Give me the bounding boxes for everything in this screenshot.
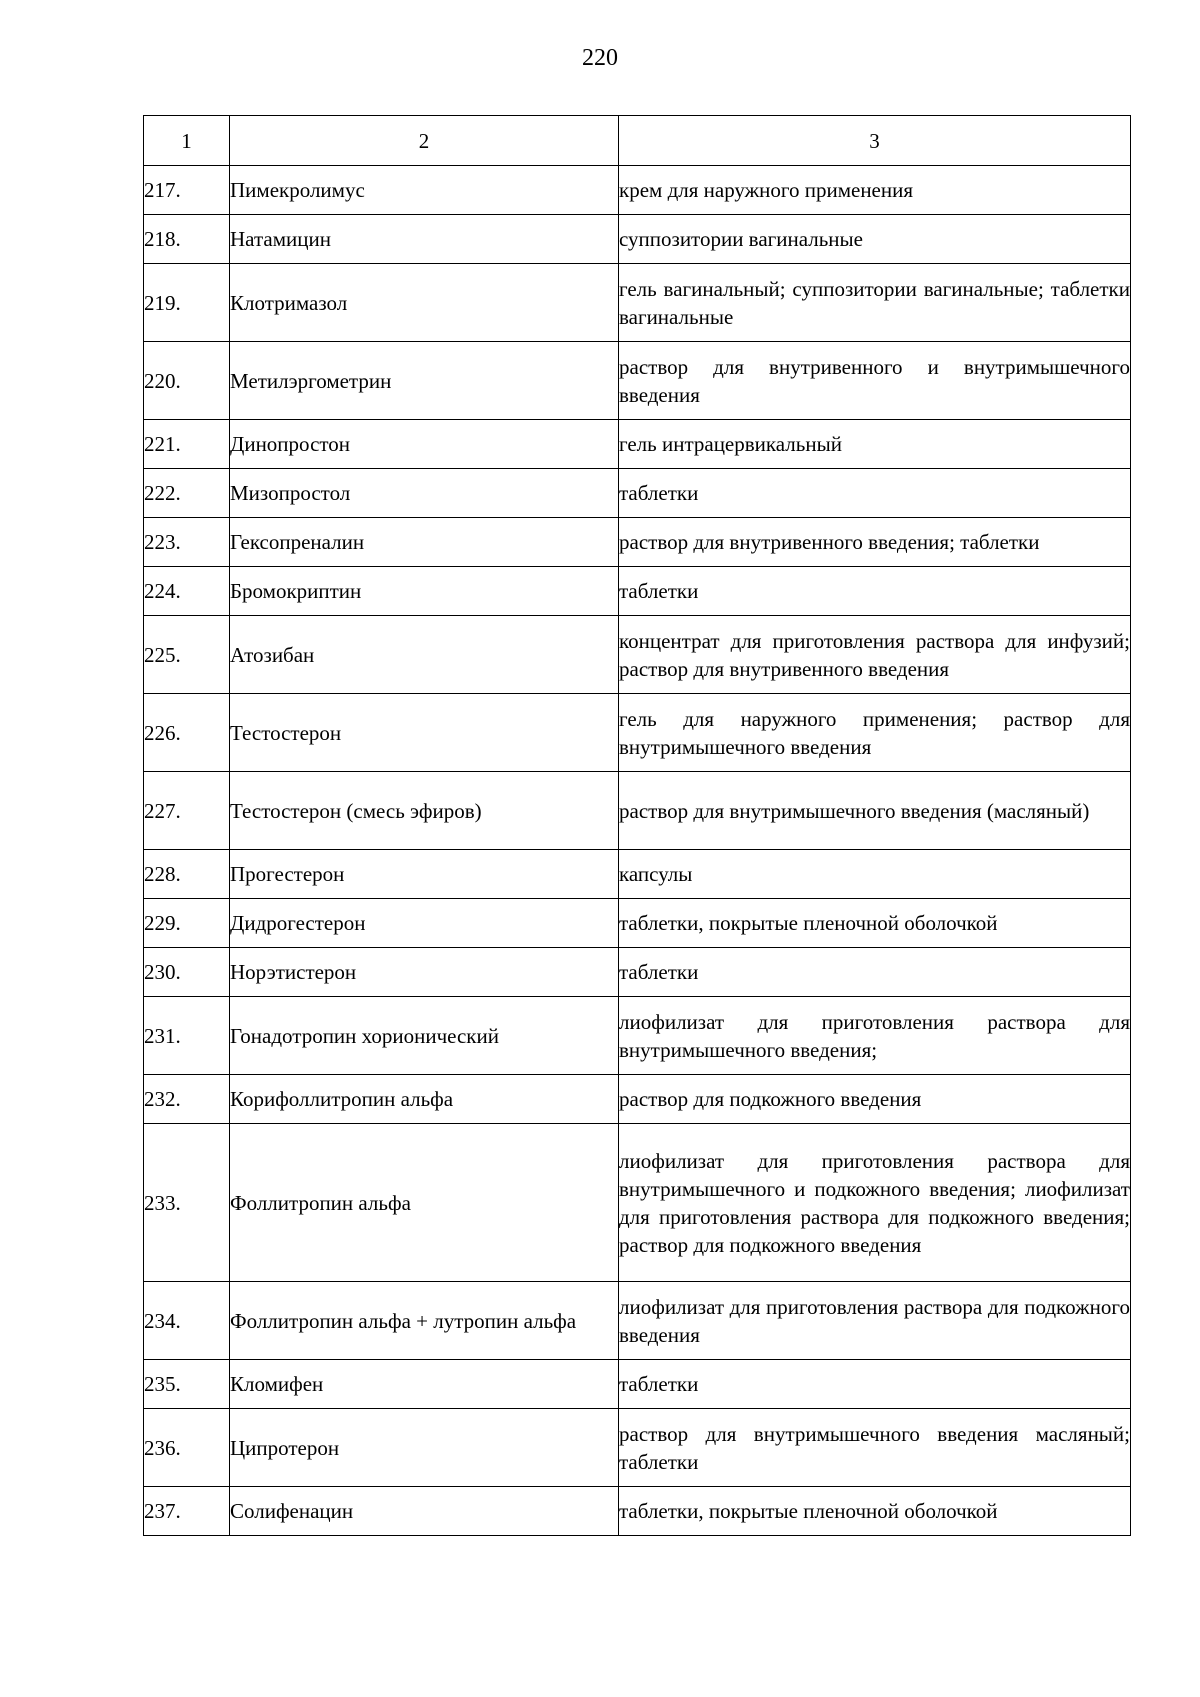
table-row [144,772,1131,850]
drug-name [230,997,619,1075]
row-number: 235. [144,1360,230,1409]
drug-name-text: Гексопреналин [230,530,365,554]
drug-name-text: Атозибан [230,642,315,667]
row-number: 233. [144,1124,230,1282]
dosage-form [619,518,1131,567]
dosage-form [619,567,1131,616]
table-row [144,1075,1131,1124]
row-number: 237. [144,1487,230,1536]
table-row [144,694,1131,772]
drug-name-text: Тестостерон (смесь эфиров) [230,798,482,823]
row-number: 225. [144,616,230,694]
drug-name [230,616,619,694]
table-row [144,342,1131,420]
dosage-form [619,1409,1131,1487]
dosage-form-text: раствор для внутривенного введения; таблетки [619,530,1040,554]
drug-name [230,772,619,850]
dosage-form-text: раствор для внутримышечного введения (масляный) [619,798,1090,823]
drug-name [230,948,619,997]
dosage-form [619,166,1131,215]
row-number: 236. [144,1409,230,1487]
row-number: 228. [144,850,230,899]
drug-name [230,166,619,215]
dosage-form [619,1282,1131,1360]
drug-name-text: Фоллитропин альфа + лутропин альфа [230,1308,577,1333]
dosage-form-text: таблетки, покрытые пленочной оболочкой [619,1499,998,1523]
table-row [144,899,1131,948]
dosage-form [619,264,1131,342]
dosage-form [619,1360,1131,1409]
drug-name-text: Ципротерон [230,1435,340,1460]
drug-name-text: Корифоллитропин альфа [230,1087,454,1111]
dosage-form-text: раствор для внутримышечного введения масляный; таблетки [619,1421,1130,1474]
dosage-form [619,1124,1131,1282]
table-row [144,469,1131,518]
row-number: 221. [144,420,230,469]
drug-name-text: Норэтистерон [230,960,357,984]
dosage-form [619,342,1131,420]
dosage-form-text: гель вагинальный; суппозитории вагинальные; таблетки вагинальные [619,276,1130,329]
drug-name-text: Дидрогестерон [230,911,366,935]
drug-name-text: Клотримазол [230,290,348,315]
drug-name-text: Бромокриптин [230,579,362,603]
table-row [144,264,1131,342]
row-number: 229. [144,899,230,948]
drug-name [230,1075,619,1124]
drug-name-text: Метилэргометрин [230,368,392,393]
dosage-form [619,850,1131,899]
drug-name [230,1487,619,1536]
dosage-form [619,1075,1131,1124]
drug-name [230,850,619,899]
table-row [144,166,1131,215]
table-row [144,1409,1131,1487]
drug-name-text: Натамицин [230,227,331,251]
dosage-form-text: лиофилизат для приготовления раствора для внутримышечного введения; [619,1009,1130,1062]
column-header-3: 3 [619,116,1131,166]
drug-name [230,420,619,469]
drug-name [230,1409,619,1487]
dosage-form [619,469,1131,518]
row-number: 224. [144,567,230,616]
drug-name-text: Динопростон [230,432,351,456]
column-header-2: 2 [230,116,619,166]
row-number: 219. [144,264,230,342]
row-number: 230. [144,948,230,997]
drug-name [230,264,619,342]
dosage-form-text: лиофилизат для приготовления раствора для внутримышечного и подкожного введения; лиофилизат для приготовления раствора для подкожного введения; раствор для подкожного введения [619,1148,1130,1257]
dosage-form-text: капсулы [619,862,693,886]
column-header-1: 1 [144,116,230,166]
table-header-row [144,116,1131,166]
dosage-form-text: концентрат для приготовления раствора для инфузий; раствор для внутривенного введения [619,628,1130,681]
table-row [144,997,1131,1075]
dosage-form-text: таблетки [619,579,699,603]
dosage-form [619,948,1131,997]
row-number: 227. [144,772,230,850]
dosage-form [619,772,1131,850]
drug-name-text: Мизопростол [230,481,351,505]
dosage-form-text: таблетки [619,960,699,984]
drug-name [230,567,619,616]
row-number: 234. [144,1282,230,1360]
drug-name-text: Тестостерон [230,720,342,745]
row-number: 220. [144,342,230,420]
table-row [144,1360,1131,1409]
row-number: 217. [144,166,230,215]
drug-name-text: Кломифен [230,1372,324,1396]
dosage-form-text: лиофилизат для приготовления раствора для подкожного введения [619,1294,1130,1347]
drug-name [230,899,619,948]
dosage-form-text: раствор для подкожного введения [619,1087,922,1111]
dosage-form-text: гель интрацервикальный [619,432,842,456]
dosage-form-text: таблетки [619,481,699,505]
dosage-form [619,215,1131,264]
table-row [144,616,1131,694]
dosage-form [619,616,1131,694]
dosage-form [619,1487,1131,1536]
drug-name [230,1360,619,1409]
drug-name-text: Солифенацин [230,1499,354,1523]
drug-name [230,215,619,264]
table-row [144,518,1131,567]
dosage-form-text: суппозитории вагинальные [619,227,863,251]
dosage-form [619,420,1131,469]
row-number: 226. [144,694,230,772]
dosage-form [619,899,1131,948]
dosage-form-text: раствор для внутривенного и внутримышечного введения [619,354,1130,407]
table-row [144,1124,1131,1282]
table-row [144,420,1131,469]
row-number: 232. [144,1075,230,1124]
table-row [144,850,1131,899]
dosage-form [619,997,1131,1075]
dosage-form-text: таблетки, покрытые пленочной оболочкой [619,911,998,935]
dosage-form-text: гель для наружного применения; раствор для внутримышечного введения [619,706,1130,759]
drug-name-text: Гонадотропин хорионический [230,1023,499,1048]
row-number: 223. [144,518,230,567]
row-number: 218. [144,215,230,264]
row-number: 231. [144,997,230,1075]
drug-table [143,115,1131,1536]
table-body [144,166,1131,1536]
table-row [144,1487,1131,1536]
drug-name-text: Пимекролимус [230,178,365,202]
table-row [144,215,1131,264]
drug-name [230,518,619,567]
dosage-form [619,694,1131,772]
drug-name-text: Прогестерон [230,862,345,886]
row-number: 222. [144,469,230,518]
page-number: 220 [582,45,618,71]
drug-name [230,1124,619,1282]
drug-name [230,342,619,420]
drug-name [230,694,619,772]
drug-name-text: Фоллитропин альфа [230,1190,411,1215]
drug-name [230,469,619,518]
dosage-form-text: крем для наружного применения [619,178,914,202]
table-row [144,948,1131,997]
table-row [144,567,1131,616]
table-row [144,1282,1131,1360]
drug-name [230,1282,619,1360]
dosage-form-text: таблетки [619,1372,699,1396]
